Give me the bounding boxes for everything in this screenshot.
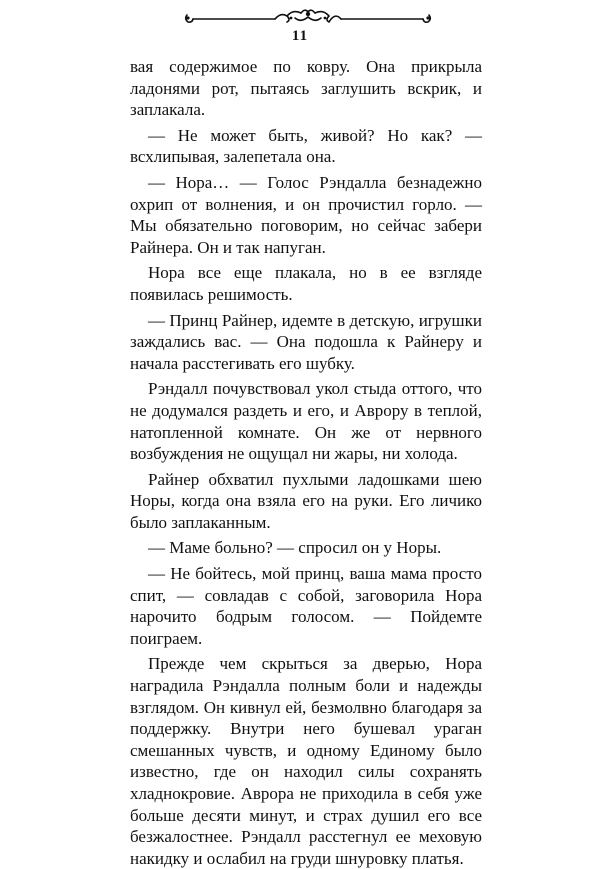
paragraph: Нора все еще плакала, но в ее взгляде появилась решимость. — [130, 263, 482, 304]
paragraph: Прежде чем скрыться за дверью, Нора наградила Рэндалла полным боли и надежды взглядом. Он кивнул ей, безмолвно благодаря за поддержку. Внутри него бушевал ураган смешанных чувств, и одному Единому было известно, где он находил силы сохранять хладнокровие. Аврора не приходила в себя уже больше десяти минут, и страх душил его все безжалостнее. Рэндалл расстегнул ее меховую накидку и ослабил на груди шнуровку платья. — [130, 654, 482, 868]
paragraph: вая содержимое по ковру. Она прикрыла ладонями рот, пытаясь заглушить вскрик, и заплакала. — [130, 57, 482, 120]
page-text — [130, 56, 482, 869]
paragraph: — Маме больно? — спросил он у Норы. — [148, 538, 442, 558]
paragraph: — Не может быть, живой? Но как? — всхлипывая, залепетала она. — [130, 125, 482, 167]
paragraph: — Не бойтесь, мой принц, ваша мама просто спит, — совладав с собой, заговорила Нора нарочито бодрым голосом. — Пойдемте поиграем. — [130, 564, 482, 648]
page-number: 11 — [291, 28, 309, 44]
paragraph: Райнер обхватил пухлыми ладошками шею Норы, когда она взяла его на руки. Его личико было заплаканным. — [130, 469, 482, 532]
paragraph: — Нора… — Голос Рэндалла безнадежно охрип от волнения, и он прочистил горло. — Мы обязательно поговорим, но сейчас забери Райнера. Он и так напуган. — [130, 172, 482, 257]
paragraph: — Принц Райнер, идемте в детскую, игрушки заждались вас. — Она подошла к Райнеру и начала расстегивать его шубку. — [130, 310, 482, 373]
paragraph: Рэндалл почувствовал укол стыда оттого, что не додумался раздеть и его, и Аврору в теплой, натопленной комнате. Он же от нервного возбуждения не ощущал ни жары, ни холода. — [130, 379, 482, 464]
